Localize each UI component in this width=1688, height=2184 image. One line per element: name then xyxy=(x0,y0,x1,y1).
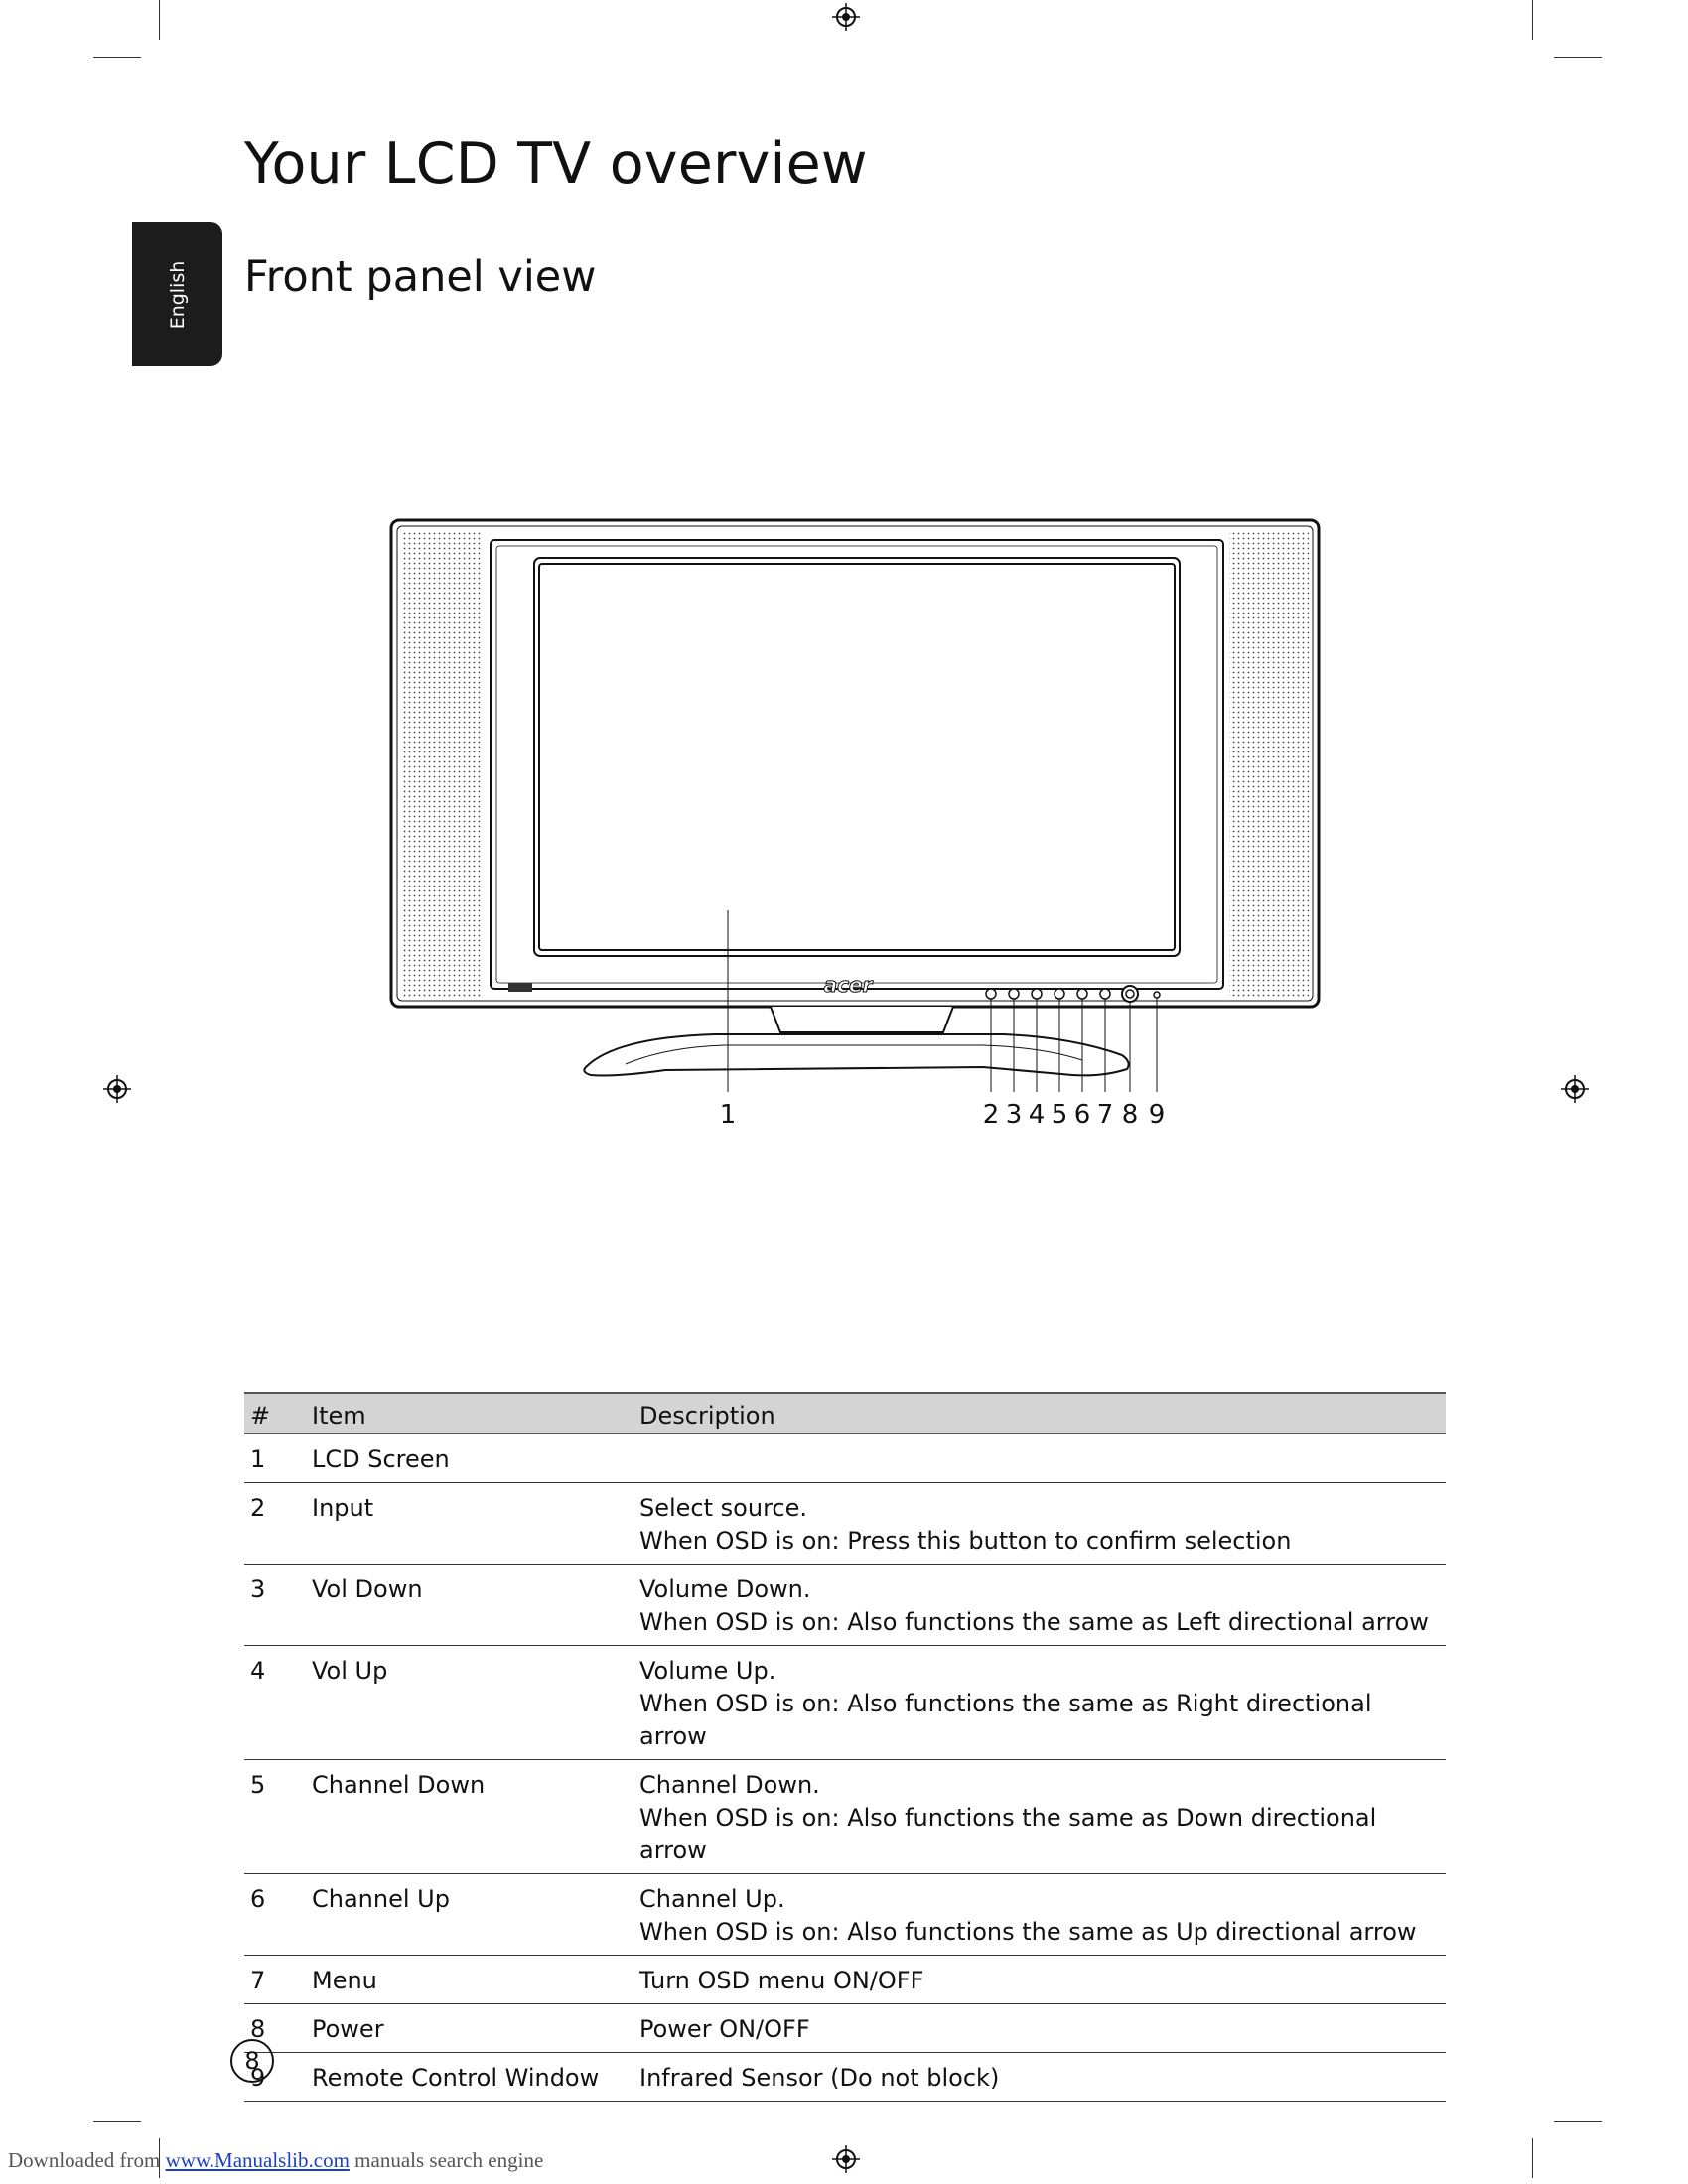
table-row xyxy=(244,1956,1446,2004)
badge-icon xyxy=(508,983,532,992)
right-speaker-grille xyxy=(1229,530,1309,997)
download-footer xyxy=(8,2148,543,2173)
table-row xyxy=(244,1646,1446,1760)
row-item: Channel Up xyxy=(306,1874,633,1956)
callout-3: 3 xyxy=(1005,1100,1023,1130)
crop-mark xyxy=(1532,0,1533,40)
row-description xyxy=(633,1874,1446,1956)
crop-mark xyxy=(159,0,160,40)
table-row xyxy=(244,1483,1446,1565)
crop-mark xyxy=(93,57,141,58)
row-item: Channel Down xyxy=(306,1760,633,1874)
section-title: Front panel view xyxy=(244,252,597,302)
callout-2: 2 xyxy=(982,1100,1000,1130)
row-number: 2 xyxy=(244,1483,306,1565)
description-line: Volume Up. xyxy=(639,1657,776,1685)
row-number: 7 xyxy=(244,1956,306,2004)
footer-prefix: Downloaded from xyxy=(8,2148,166,2172)
acer-logo: acer xyxy=(823,973,873,997)
stand-base xyxy=(584,1034,1128,1075)
description-line: Volume Down. xyxy=(639,1575,811,1603)
language-tab xyxy=(132,222,222,366)
description-line: Channel Down. xyxy=(639,1771,820,1799)
front-panel-table xyxy=(244,1392,1446,2102)
row-number: 3 xyxy=(244,1565,306,1646)
row-item: Vol Up xyxy=(306,1646,633,1760)
stand-neck xyxy=(771,1007,953,1032)
row-number: 1 xyxy=(244,1433,306,1483)
description-line: When OSD is on: Also functions the same as Right directional arrow xyxy=(639,1690,1372,1750)
callout-5: 5 xyxy=(1051,1100,1068,1130)
callout-9: 9 xyxy=(1148,1100,1166,1130)
row-description xyxy=(633,1433,1446,1483)
row-number: 5 xyxy=(244,1760,306,1874)
description-line: When OSD is on: Also functions the same as Down directional arrow xyxy=(639,1804,1377,1864)
tv-front-panel-illustration xyxy=(387,511,1331,1147)
crop-mark xyxy=(1554,2121,1602,2122)
manualslib-link[interactable]: www.Manualslib.com xyxy=(165,2148,350,2172)
description-line: When OSD is on: Also functions the same as Left directional arrow xyxy=(639,1608,1429,1636)
column-header: Description xyxy=(633,1393,1446,1433)
description-line: Channel Up. xyxy=(639,1885,785,1913)
lcd-screen xyxy=(534,558,1180,956)
registration-mark-icon xyxy=(831,2,861,32)
row-item: Menu xyxy=(306,1956,633,2004)
row-description xyxy=(633,1760,1446,1874)
callout-7: 7 xyxy=(1096,1100,1114,1130)
description-line: When OSD is on: Also functions the same as Up directional arrow xyxy=(639,1918,1417,1946)
table-row xyxy=(244,1433,1446,1483)
callout-1: 1 xyxy=(719,1100,737,1130)
page-title: Your LCD TV overview xyxy=(244,131,868,197)
table-header-row xyxy=(244,1393,1446,1433)
row-item: Power xyxy=(306,2004,633,2053)
row-description: Power ON/OFF xyxy=(633,2004,1446,2053)
column-header: # xyxy=(244,1393,306,1433)
table-row xyxy=(244,1874,1446,1956)
row-number: 6 xyxy=(244,1874,306,1956)
language-tab-label: English xyxy=(166,260,189,329)
row-number: 4 xyxy=(244,1646,306,1760)
table-row xyxy=(244,2053,1446,2102)
crop-mark xyxy=(1532,2138,1533,2178)
crop-mark xyxy=(93,2121,141,2122)
page-number: 8 xyxy=(230,2039,274,2083)
column-header: Item xyxy=(306,1393,633,1433)
row-item: Remote Control Window xyxy=(306,2053,633,2102)
table-row xyxy=(244,1565,1446,1646)
registration-mark-icon xyxy=(831,2144,861,2174)
callout-6: 6 xyxy=(1073,1100,1091,1130)
row-item: LCD Screen xyxy=(306,1433,633,1483)
row-item: Vol Down xyxy=(306,1565,633,1646)
table-row xyxy=(244,2004,1446,2053)
callout-8: 8 xyxy=(1121,1100,1139,1130)
footer-suffix: manuals search engine xyxy=(349,2148,544,2172)
left-speaker-grille xyxy=(401,530,481,997)
crop-mark xyxy=(1554,57,1602,58)
description-line: When OSD is on: Press this button to confirm selection xyxy=(639,1527,1292,1555)
row-description xyxy=(633,1646,1446,1760)
row-number: 8 xyxy=(244,2004,306,2053)
registration-mark-icon xyxy=(102,1074,132,1104)
row-description xyxy=(633,1483,1446,1565)
row-number: 9 xyxy=(244,2053,306,2102)
table-row xyxy=(244,1760,1446,1874)
registration-mark-icon xyxy=(1560,1074,1590,1104)
row-description: Infrared Sensor (Do not block) xyxy=(633,2053,1446,2102)
callout-4: 4 xyxy=(1028,1100,1046,1130)
row-item: Input xyxy=(306,1483,633,1565)
description-line: Select source. xyxy=(639,1494,807,1522)
row-description xyxy=(633,1565,1446,1646)
row-description: Turn OSD menu ON/OFF xyxy=(633,1956,1446,2004)
